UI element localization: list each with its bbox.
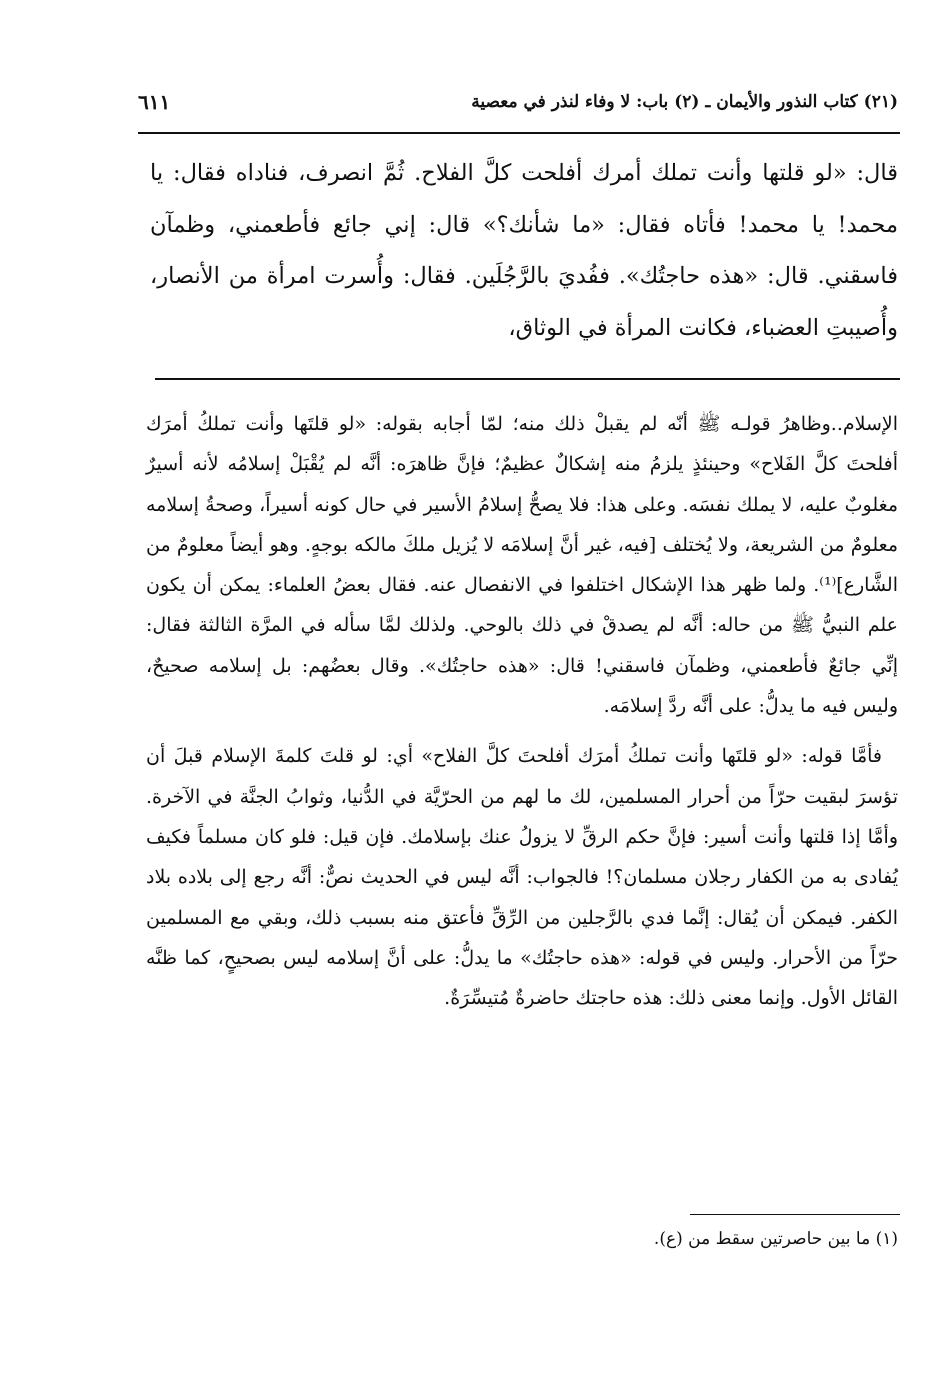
hadith-text [150, 148, 898, 354]
header-rule [138, 132, 900, 134]
footnote: (١) ما بين حاصرتين سقط من (ع). [653, 1229, 898, 1249]
section-divider [155, 378, 900, 380]
page-header [138, 88, 898, 132]
page-number: ٦١١ [138, 90, 171, 114]
commentary-paragraph-2: فأمَّا قوله: «لو قلتَها وأنت تملكُ أمرَك أفلحتَ كلَّ الفلاح» أي: لو قلتَ كلمةَ الإسلام قبلَ أن تؤسرَ لبقيت حرّاً من أحرار المسلمين، لك ما لهم من الحرّيَّة في الدُّنيا، وثوابُ الجنَّة في الآخرة. وأمَّا إذا قلتها وأنت أسير: فإنَّ حكم الرقِّ لا يزولُ عنك بإسلامك. فإن قيل: فلو كان مسلماً فكيف يُفادى به من الكفار رجلان مسلمان؟! فالجواب: أنَّه ليس في الحديث نصٌّ: أنَّه رجع إلى بلاده بلاد الكفر. فيمكن أن يُقال: إنَّما فدي بالرَّجلين من الرِّقِّ فأعتق منه بسبب ذلك، وبقي مع المسلمين حرّاً من الأحرار. وليس في قوله: «هذه حاجتُك» ما يدلُّ: على أنَّ إسلامه ليس بصحيحٍ، كما ظنَّه القائل الأول. وإنما معنى ذلك: هذه حاجتك حاضرةٌ مُتيسِّرَةٌ. [146, 745, 898, 1010]
commentary-text [146, 404, 898, 1018]
commentary-paragraph-1: الإسلام..وظاهرُ قولـه ﷺ أنّه لم يقبلْ ذلك منه؛ لمّا أجابه بقوله: «لو قلتَها وأنت تملكُ أمرَك أفلحتَ كلَّ الفَلاح» وحينئذٍ يلزمُ منه إشكالٌ عظيمٌ؛ فإنَّ ظاهرَه: أنَّه لم يُقْبَلْ إسلامُه لأنه أسيرٌ مغلوبٌ عليه، لا يملك نفسَه. وعلى هذا: فلا يصحُّ إسلامُ الأسير في حال كونه أسيراً، وصحةُ إسلامه معلومٌ من الشريعة، ولا يُختلف [فيه، غير أنَّ إسلامَه لا يُزيل ملكَ مالكه بوجهٍ. وهو أيضاً معلومٌ من الشَّارع]⁽¹⁾. ولما ظهر هذا الإشكال اختلفوا في الانفصال عنه. فقال بعضُ العلماء: يمكن أن يكون علم النبيُّ ﷺ من حاله: أنَّه لم يصدقْ في ذلك بالوحي. ولذلك لمَّا سأله في المرَّة الثالثة فقال: إنِّي جائعٌ فأطعمني، وظمآن فاسقني! قال: «هذه حاجتُك». وقال بعضُهم: بل إسلامه صحيحٌ، وليس فيه ما يدلُّ: على أنَّه ردَّ إسلامَه. [146, 413, 898, 718]
hadith-paragraph: قال: «لو قلتها وأنت تملك أمرك أفلحت كلَّ الفلاح. ثُمَّ انصرف، فناداه فقال: يا محمد! يا محمد! فأتاه فقال: «ما شأنك؟» قال: إني جائع فأطعمني، وظمآن فاسقني. قال: «هذه حاجتُك». ففُديَ بالرَّجُلَين. فقال: وأُسرت امرأة من الأنصار، وأُصيبتِ العضباء، فكانت المرأة في الوثاق، [150, 160, 898, 341]
footnote-rule [690, 1214, 900, 1215]
running-title: (٢١) كتاب النذور والأيمان ـ (٢) باب: لا وفاء لنذر في معصية [471, 92, 898, 112]
